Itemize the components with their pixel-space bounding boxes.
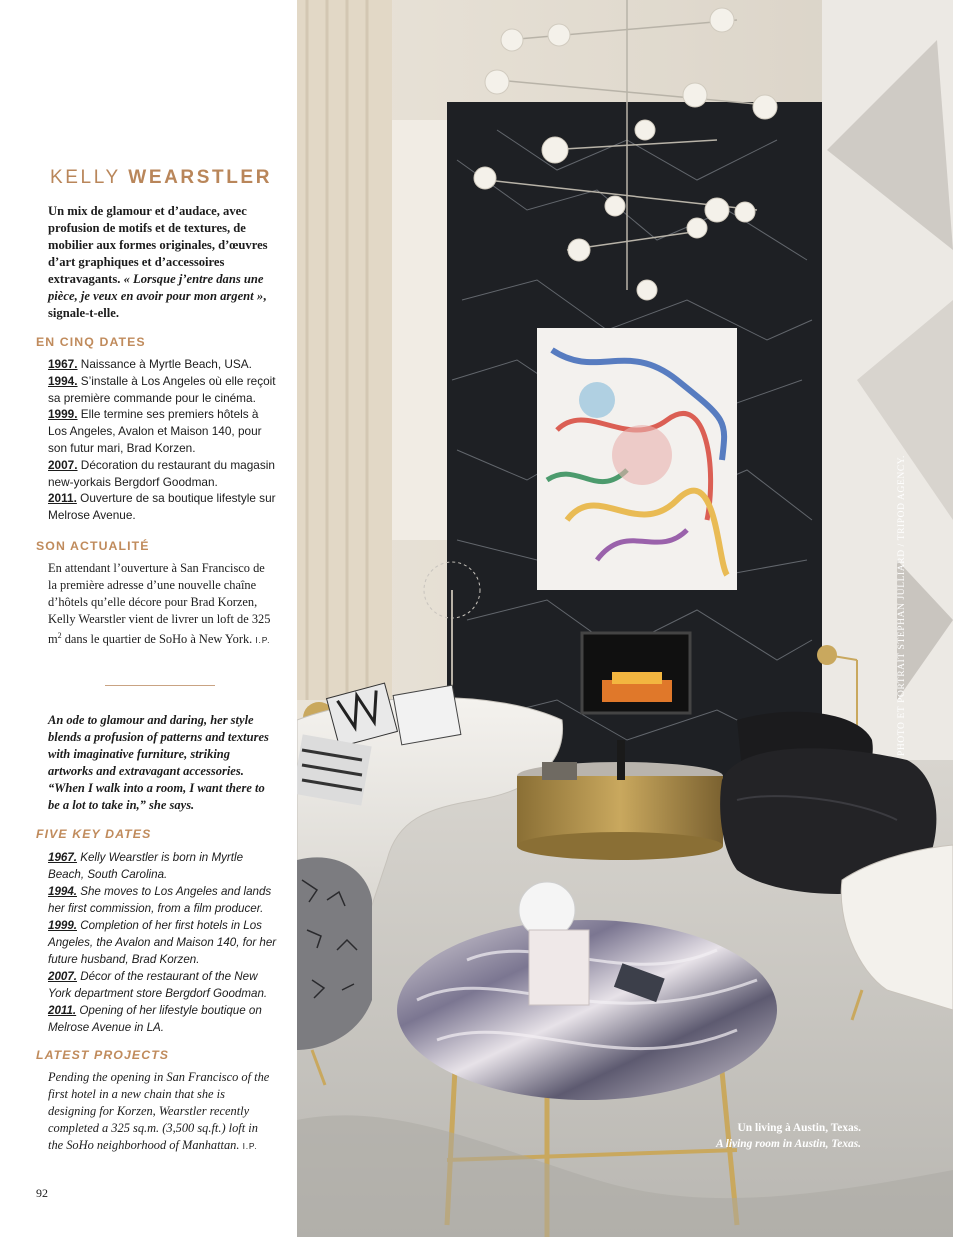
list-item [48,356,280,373]
year-label: 2011. [48,1004,77,1017]
list-item [48,1002,280,1036]
year-label: 1967. [48,357,78,371]
year-label: 1994. [48,885,78,898]
item-text: S’installe à Los Angeles où elle reçoit sa première commande pour le cinéma. [48,373,276,405]
caption-fr: Un living à Austin, Texas. [737,1122,861,1134]
year-label: 1967. [48,851,78,864]
intro-fr-tail: , signale-t-elle. [48,289,267,320]
latest-en-text: Pending the opening in San Francisco of the first hotel in a new chain that she is designing for Korzen, Wearstler recently completed a 325 sq.m. (3,500 sq.ft.) loft in the SoHo neighborhood of Manhattan. [48,1070,270,1152]
dates-fr-list [48,356,280,524]
intro-english: An ode to glamour and daring, her style blends a profusion of patterns and textures with imaginative furniture, striking artworks and extravagant accessories. “When I walk into a room, I want there to be a lot to take in,” she says. [48,713,269,812]
page-number: 92 [36,1186,48,1200]
section-heading-latest-en: LATEST PROJECTS [36,1048,170,1062]
year-label: 2007. [48,970,78,983]
photo-credit-text: PHOTO ET PORTRAIT STEPHAN JULLIARD / TRIPOD AGENCY. [897,455,907,756]
intro-french [48,203,278,322]
latest-en-paragraph [48,1069,276,1155]
title-first-name: KELLY [50,167,121,188]
author-initials: I.P. [255,634,271,645]
year-label: 2011. [48,491,77,506]
item-text: Ouverture de sa boutique lifestyle sur Melrose Avenue. [48,491,276,523]
actu-fr-paragraph [48,560,276,649]
item-text: Completion of her first hotels in Los Angeles, the Avalon and Maison 140, for her future husband, Brad Korzen. [48,919,277,966]
list-item [48,917,280,968]
item-text: Décor of the restaurant of the New York department store Bergdorf Goodman. [48,970,268,1000]
item-text: Opening of her lifestyle boutique on Melrose Avenue in LA. [48,1004,262,1034]
actu-fr-text: En attendant l’ouverture à San Francisco de la première adresse d’une nouvelle chaîne d’hôtels qu’elle décore pour Brad Korzen, Kelly Wearstler vient de livrer un loft de 325 m [48,561,271,646]
list-item [48,373,280,407]
item-text: Elle termine ses premiers hôtels à Los Angeles, Avalon et Maison 140, pour son futur mari, Brad Korzen. [48,407,262,455]
item-text: Décoration du restaurant du magasin new-yorkais Bergdorf Goodman. [48,457,275,489]
year-label: 1999. [48,919,78,932]
dates-en-list [48,849,280,1036]
interior-photo [297,0,953,1237]
list-item [48,849,280,883]
item-text: Kelly Wearstler is born in Myrtle Beach, South Carolina. [48,851,244,881]
list-item [48,457,280,491]
year-label: 2007. [48,457,78,472]
year-label: 1999. [48,407,78,422]
intro-fr-quote: « Lorsque j’entre dans une pièce, je veux en avoir pour mon argent » [48,272,264,303]
photo-caption [716,1121,861,1152]
author-initials: I.P. [242,1141,258,1151]
section-heading-dates-fr: EN CINQ DATES [36,335,146,349]
list-item [48,883,280,917]
item-text: She moves to Los Angeles and lands her first commission, from a film producer. [48,885,272,915]
title-last-name: WEARSTLER [128,167,273,188]
section-heading-actu-fr: SON ACTUALITÉ [36,539,150,553]
section-divider [105,685,215,686]
actu-fr-text-after: dans le quartier de SoHo à New York. [61,631,256,646]
superscript: 2 [57,630,62,640]
year-label: 1994. [48,373,78,388]
photo-credit [885,455,907,756]
article-title [50,167,272,189]
list-item [48,406,280,456]
caption-en: A living room in Austin, Texas. [715,1137,861,1150]
list-item [48,490,280,524]
item-text: Naissance à Myrtle Beach, USA. [77,357,252,371]
list-item [48,968,280,1002]
section-heading-dates-en: FIVE KEY DATES [36,827,152,841]
intro-fr-text: Un mix de glamour et d’audace, avec profusion de motifs et de textures, de mobilier aux formes originales, d’œuvres d’art graphiques et d’accessoires extravagants. [48,204,268,286]
